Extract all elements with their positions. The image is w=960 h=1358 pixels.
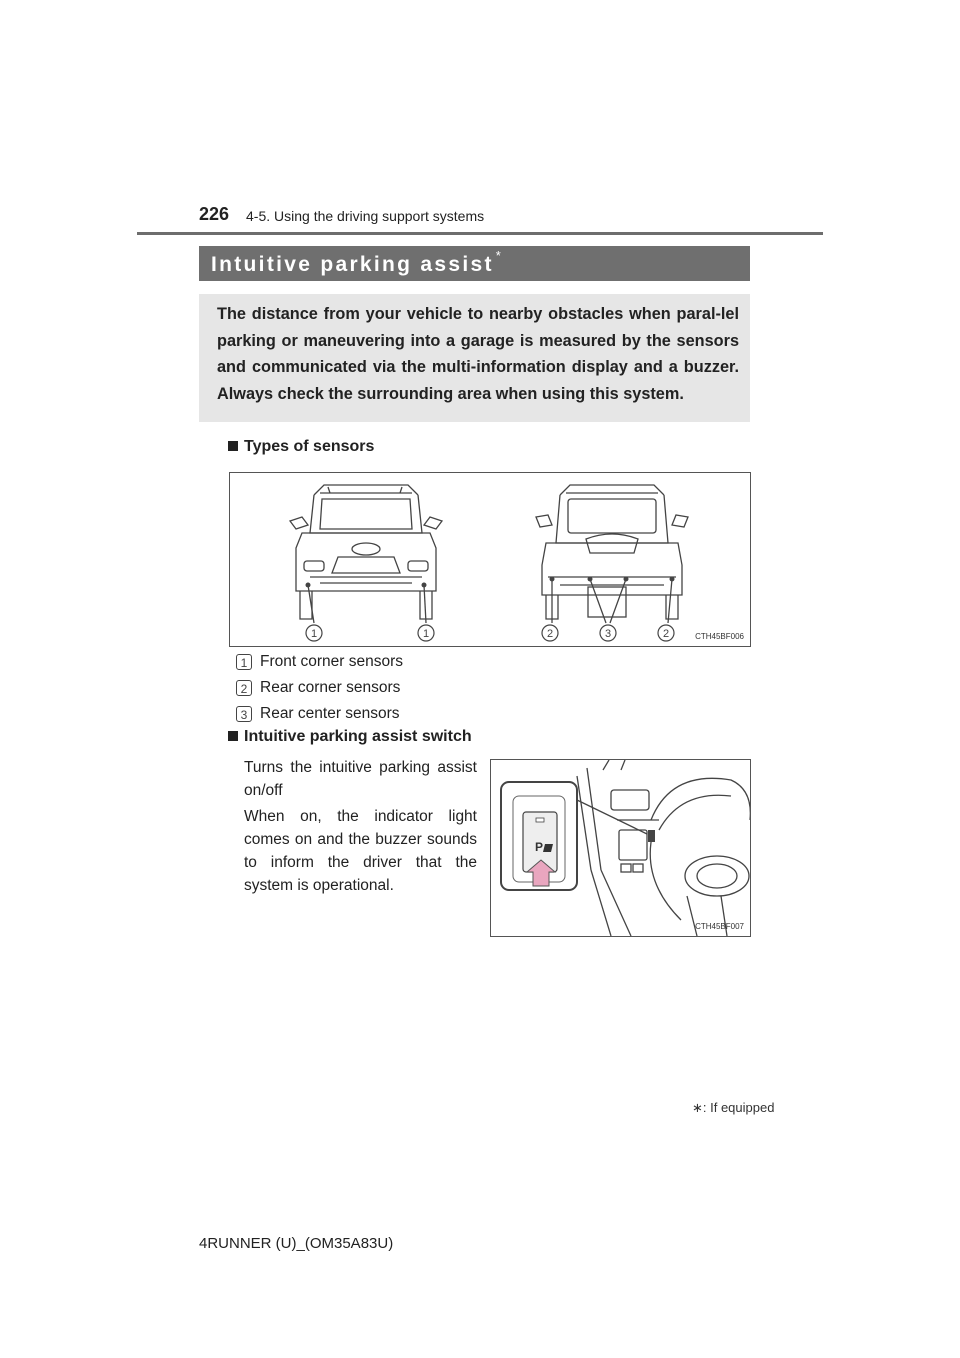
bullet-square-icon [228, 441, 238, 451]
footnote: ∗: If equipped [692, 1100, 775, 1115]
footer-model: 4RUNNER (U)_(OM35A83U) [199, 1235, 394, 1252]
sensor-list [236, 653, 496, 731]
callout-2a: 2 [546, 628, 554, 640]
switch-figure [490, 759, 751, 937]
title-bar [199, 246, 750, 281]
callout-3: 3 [604, 628, 612, 640]
vehicle-views-illustration [230, 473, 750, 646]
figure-code: CTH45BF006 [695, 632, 744, 641]
list-item [236, 653, 496, 679]
figure-code: CTH45BF007 [695, 922, 744, 931]
callout-1b: 1 [422, 628, 430, 640]
number-badge: 1 [236, 654, 252, 670]
page-title-text: Intuitive parking assist [211, 253, 494, 276]
park-assist-button-label: P [535, 840, 544, 854]
intro-box [199, 294, 750, 422]
bullet-square-icon [228, 731, 238, 741]
front-vehicle-icon [290, 485, 442, 623]
switch-description-2: When on, the indicator light comes on and the buzzer sounds to inform the driver that the system is operational. [244, 808, 477, 894]
dashboard-illustration [491, 760, 750, 936]
footnote-mark: * [495, 248, 501, 263]
switch-heading [228, 728, 472, 746]
sensors-heading-text: Types of sensors [244, 438, 375, 455]
page-title [211, 248, 501, 277]
list-item-label: Front corner sensors [260, 653, 403, 670]
callout-2b: 2 [662, 628, 670, 640]
list-item-label: Rear center sensors [260, 705, 400, 722]
sensors-figure [229, 472, 751, 647]
callout-1a: 1 [310, 628, 318, 640]
section-title: 4-5. Using the driving support systems [246, 208, 485, 224]
intro-text: The distance from your vehicle to nearby obstacles when paral-lel parking or maneuvering into a garage is measured by the sensors and communicated via the multi-information display and a buzzer. Always check the surrounding area when using this system. [217, 305, 739, 403]
list-item-label: Rear corner sensors [260, 679, 401, 696]
list-item [236, 679, 496, 705]
number-badge: 3 [236, 706, 252, 722]
switch-heading-text: Intuitive parking assist switch [244, 728, 472, 745]
page-number: 226 [199, 204, 230, 224]
switch-description-1: Turns the intuitive parking assist on/off [244, 759, 477, 799]
sensors-heading [228, 438, 374, 456]
rear-vehicle-icon [536, 485, 688, 623]
header-rule [137, 232, 823, 235]
number-badge: 2 [236, 680, 252, 696]
